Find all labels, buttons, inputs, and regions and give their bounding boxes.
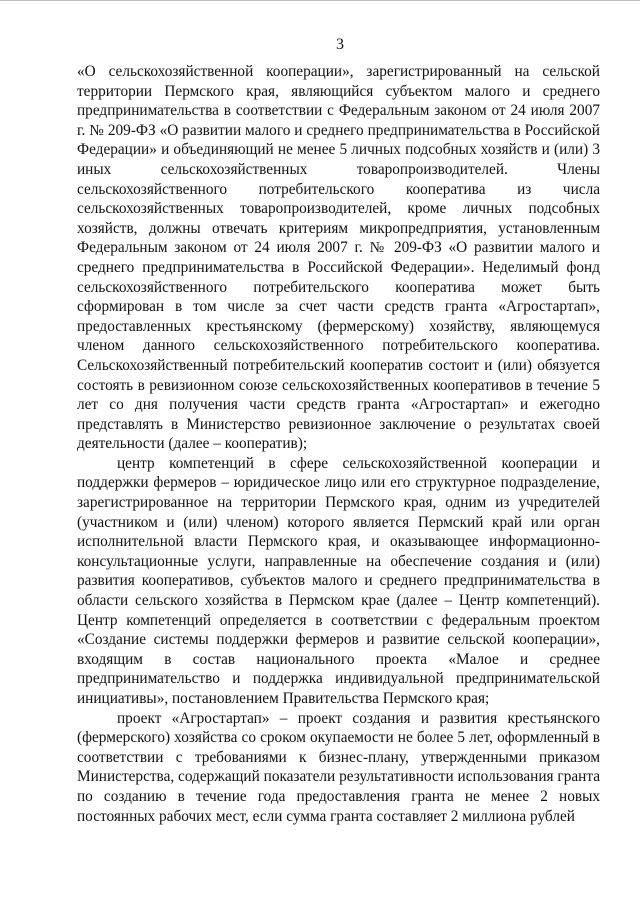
document-body <box>77 62 600 826</box>
paragraph-competence-center: центр компетенций в сфере сельскохозяйственной кооперации и поддержки фермеров – юридическое лицо или его структурное подразделение, зарегистрированное на территории Пермского края, одним из учредителей (участником и (или) членом) которого является Пермский край или орган исполнительной власти Пермского края, и оказывающее информационно-консультационные услуги, направленные на обеспечение создания и (или) развития кооперативов, субъектов малого и среднего предпринимательства в области сельского хозяйства в Пермском крае (далее – Центр компетенций). Центр компетенций определяется в соответствии с федеральным проектом «Создание системы поддержки фермеров и развитие сельской кооперации», входящим в состав национального проекта «Малое и среднее предпринимательство и поддержка индивидуальной предпринимательской инициативы», постановлением Правительства Пермского края; <box>77 454 600 707</box>
paragraph-agrostartup-project: проект «Агростартап» – проект создания и развития крестьянского (фермерского) хозяйства со сроком окупаемости не более 5 лет, оформленный в соответствии с требованиями к бизнес-плану, утвержденными приказом Министерства, содержащий показатели результативности использования гранта по созданию в течение года предоставления гранта не менее 2 новых постоянных рабочих мест, если сумма гранта составляет 2 миллиона рублей <box>77 709 600 825</box>
paragraph-cooperative-definition: «О сельскохозяйственной кооперации», зарегистрированный на сельской территории Пермского края, являющийся субъектом малого и среднего предпринимательства в соответствии с Федеральным законом от 24 июля 2007 г. № 209-ФЗ «О развитии малого и среднего предпринимательства в Российской Федерации» и объединяющий не менее 5 личных подсобных хозяйств и (или) 3 иных сельскохозяйственных товаропроизводителей. Члены сельскохозяйственного потребительского кооператива из числа сельскохозяйственных товаропроизводителей, кроме личных подсобных хозяйств, должны отвечать критериям микропредприятия, установленным Федеральным законом от 24 июля 2007 г. № 209-ФЗ «О развитии малого и среднего предпринимательства в Российской Федерации». Неделимый фонд сельскохозяйственного потребительского кооператива может быть сформирован в том числе за счет части средств гранта «Агростартап», предоставленных крестьянскому (фермерскому) хозяйству, являющемуся членом данного сельскохозяйственного потребительского кооператива. Сельскохозяйственный потребительский кооператив состоит и (или) обязуется состоять в ревизионном союзе сельскохозяйственных кооперативов в течение 5 лет со дня получения части средств гранта «Агростартап» и ежегодно представлять в Министерство ревизионное заключение о результатах своей деятельности (далее – кооператив); <box>77 63 600 453</box>
page-number: 3 <box>336 36 344 53</box>
top-edge-line <box>0 0 640 1</box>
